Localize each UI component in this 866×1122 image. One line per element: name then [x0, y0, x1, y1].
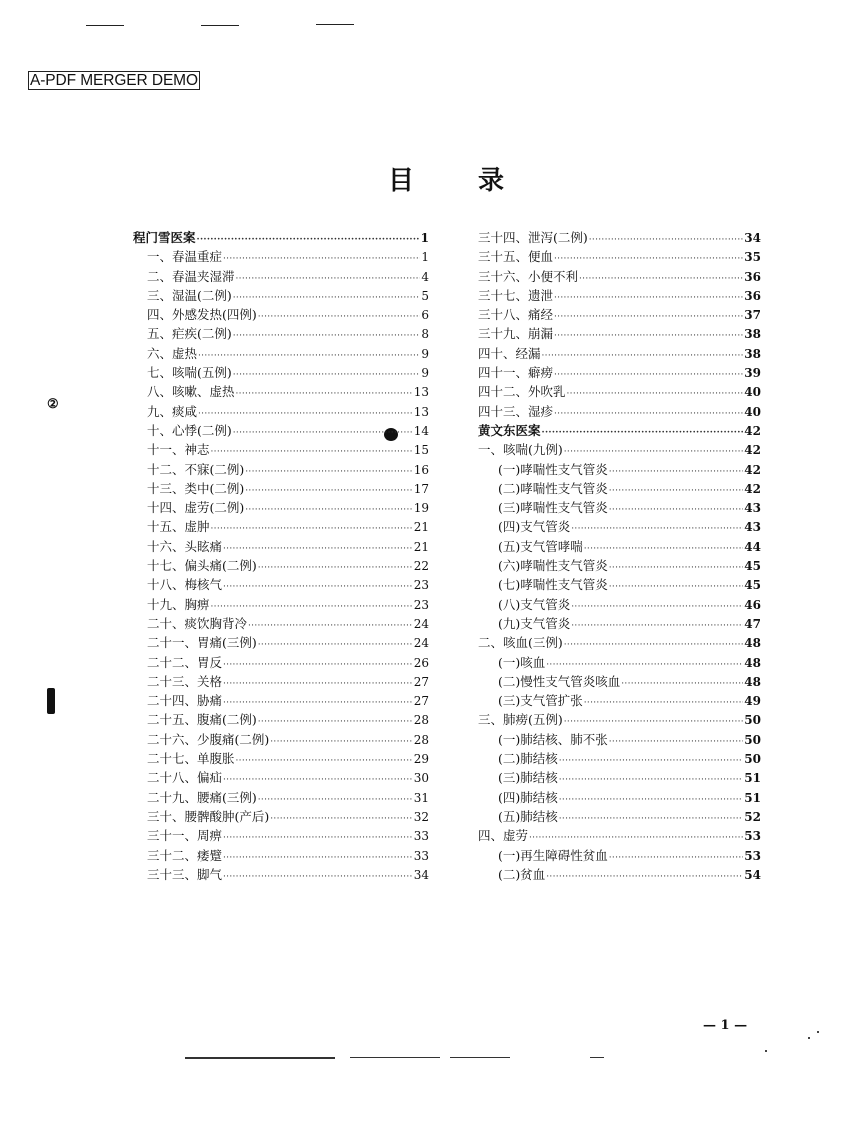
toc-entry-label: 二十一、胃痛(三例): [147, 635, 257, 651]
toc-entry-page: 21: [413, 520, 429, 535]
toc-entry-label: 三、湿温(二例): [147, 287, 232, 303]
toc-entry[interactable]: [478, 344, 761, 363]
toc-entry-label: 十三、类中(二例): [147, 480, 245, 496]
toc-entry[interactable]: [133, 247, 429, 266]
toc-entry[interactable]: [133, 479, 429, 498]
dot-leader: [554, 308, 743, 327]
scan-line-artifact: [590, 1057, 604, 1058]
toc-entry-label: (三)肺结核: [498, 770, 558, 786]
toc-entry-page: 23: [413, 578, 429, 593]
toc-entry[interactable]: [478, 460, 761, 479]
toc-entry-page: 32: [413, 809, 429, 824]
toc-entry[interactable]: [133, 595, 429, 614]
toc-entry-label: 十七、偏头痛(二例): [147, 558, 257, 574]
toc-entry-page: 24: [413, 636, 429, 651]
toc-entry-label: 四、外感发热(四例): [147, 307, 257, 323]
toc-entry[interactable]: [133, 788, 429, 807]
toc-entry-page: 48: [744, 636, 761, 651]
dot-leader: [609, 559, 744, 578]
toc-entry-label: (三)支气管扩张: [498, 693, 583, 709]
toc-entry-page: 36: [744, 269, 761, 284]
toc-entry-label: 四十、经漏: [478, 345, 541, 361]
scan-line-artifact: [316, 24, 354, 25]
toc-entry-page: 48: [744, 655, 761, 670]
toc-entry-label: (二)肺结核: [498, 751, 558, 767]
dot-leader: [571, 598, 743, 617]
toc-entry-page: 42: [744, 443, 761, 458]
margin-ink-mark: [47, 688, 55, 714]
dot-leader: [609, 578, 744, 597]
dot-leader: [564, 636, 744, 655]
toc-entry-label: 二十二、胃反: [147, 654, 223, 670]
toc-entry-page: 23: [413, 597, 429, 612]
toc-entry[interactable]: [133, 363, 429, 382]
toc-entry-label: (八)支气管炎: [498, 596, 571, 612]
dot-leader: [197, 231, 420, 250]
dot-leader: [571, 520, 743, 539]
toc-entry[interactable]: [478, 537, 761, 556]
toc-right-column: [478, 228, 761, 884]
toc-entry-page: 50: [744, 732, 761, 747]
toc-entry[interactable]: [133, 460, 429, 479]
toc-entry-page: 24: [413, 616, 429, 631]
toc-entry-label: 十一、神志: [147, 442, 210, 458]
toc-entry-label: (二)哮喘性支气管炎: [498, 480, 608, 496]
toc-entry-page: 16: [413, 462, 429, 477]
toc-entry-label: 三十八、痛经: [478, 307, 554, 323]
toc-entry[interactable]: [478, 846, 761, 865]
scan-line-artifact: [86, 25, 124, 26]
toc-entry[interactable]: [478, 749, 761, 768]
toc-entry-label: 六、虚热: [147, 345, 198, 361]
toc-entry-label: 七、咳喘(五例): [147, 365, 232, 381]
toc-entry-page: 44: [744, 539, 761, 554]
toc-entry-label: (三)哮喘性支气管炎: [498, 500, 608, 516]
toc-entry-page: 51: [744, 771, 761, 786]
toc-entry[interactable]: [133, 344, 429, 363]
toc-entry[interactable]: [133, 421, 429, 440]
dot-leader: [233, 366, 421, 385]
toc-entry-page: 9: [421, 346, 429, 361]
toc-entry[interactable]: [133, 286, 429, 305]
toc-entry[interactable]: [133, 305, 429, 324]
dot-leader: [609, 463, 744, 482]
dot-leader: [245, 463, 412, 482]
toc-entry[interactable]: [133, 267, 429, 286]
toc-entry-page: 39: [744, 366, 761, 381]
toc-entry[interactable]: [478, 517, 761, 536]
toc-entry[interactable]: [133, 749, 429, 768]
toc-entry-label: 四十一、癖痨: [478, 365, 554, 381]
dot-leader: [236, 752, 413, 771]
toc-entry-page: 27: [413, 694, 429, 709]
toc-entry-label: 三十、腰髀酸肿(产后): [147, 808, 270, 824]
toc-entry-page: 40: [744, 404, 761, 419]
dot-leader: [223, 675, 413, 694]
toc-entry-label: 二十、痰饮胸背冷: [147, 615, 248, 631]
toc-entry-page: 34: [413, 867, 429, 882]
toc-entry[interactable]: [478, 498, 761, 517]
toc-entry[interactable]: [478, 633, 761, 652]
toc-entry-page: 53: [744, 829, 761, 844]
toc-entry-label: 十、心悸(二例): [147, 422, 232, 438]
toc-entry-label: 二十九、腰痛(三例): [147, 789, 257, 805]
toc-entry-label: 四十三、湿疹: [478, 403, 554, 419]
dot-leader: [223, 578, 413, 597]
toc-entry[interactable]: [133, 402, 429, 421]
toc-entry-label: 二十五、腹痛(二例): [147, 712, 257, 728]
scan-line-artifact: [201, 25, 239, 26]
dot-leader: [258, 636, 413, 655]
toc-entry-label: 四十二、外吹乳: [478, 384, 566, 400]
toc-entry[interactable]: [478, 788, 761, 807]
toc-entry[interactable]: [478, 305, 761, 324]
toc-entry-label: 二、咳血(三例): [478, 635, 563, 651]
toc-entry[interactable]: [133, 517, 429, 536]
dot-leader: [223, 656, 413, 675]
toc-entry[interactable]: [133, 826, 429, 845]
toc-entry-page: 33: [413, 829, 429, 844]
toc-entry-label: 三十一、周痹: [147, 828, 223, 844]
toc-entry-label: 三十三、脚气: [147, 866, 223, 882]
toc-entry-label: (二)贫血: [498, 866, 546, 882]
toc-entry-label: 十二、不寐(二例): [147, 461, 245, 477]
dot-leader: [223, 849, 413, 868]
toc-entry-page: 1: [421, 250, 429, 265]
toc-entry[interactable]: [478, 479, 761, 498]
toc-entry-page: 8: [421, 327, 429, 342]
toc-entry-label: 三十九、崩漏: [478, 326, 554, 342]
toc-entry-label: (一)肺结核、肺不张: [498, 731, 608, 747]
toc-entry-page: 43: [744, 520, 761, 535]
toc-entry-page: 47: [744, 616, 761, 631]
title-char-1: 目: [388, 166, 415, 196]
toc-entry-page: 1: [420, 231, 429, 245]
toc-entry-page: 52: [744, 809, 761, 824]
toc-entry-label: 二十七、单腹胀: [147, 751, 235, 767]
toc-entry[interactable]: [133, 653, 429, 672]
toc-entry-label: 三、肺痨(五例): [478, 712, 563, 728]
page-number: — 1 —: [703, 1018, 748, 1033]
toc-entry-label: (四)支气管炎: [498, 519, 571, 535]
toc-entry[interactable]: [133, 324, 429, 343]
toc-entry[interactable]: [133, 537, 429, 556]
toc-entry-label: 三十七、遗泄: [478, 287, 554, 303]
toc-entry-label: 程门雪医案: [133, 230, 196, 245]
scan-line-artifact: [350, 1057, 440, 1058]
toc-entry[interactable]: [478, 826, 761, 845]
toc-entry-label: 九、痰咸: [147, 403, 198, 419]
dot-leader: [223, 829, 413, 848]
toc-entry-page: 37: [744, 308, 761, 323]
dot-leader: [546, 868, 743, 887]
toc-entry-page: 45: [744, 578, 761, 593]
toc-entry-label: 八、咳嗽、虚热: [147, 384, 235, 400]
toc-entry[interactable]: [478, 363, 761, 382]
toc-entry-page: 17: [413, 481, 429, 496]
dot-leader: [567, 385, 744, 404]
dot-leader: [554, 366, 743, 385]
watermark-label: A-PDF MERGER DEMO: [30, 72, 198, 89]
toc-entry[interactable]: [478, 575, 761, 594]
scan-speck: [808, 1037, 810, 1039]
dot-leader: [542, 347, 744, 366]
toc-entry[interactable]: [133, 556, 429, 575]
toc-entry-page: 42: [744, 423, 761, 438]
dot-leader: [258, 308, 421, 327]
toc-entry[interactable]: [478, 807, 761, 826]
dot-leader: [554, 250, 743, 269]
toc-entry-label: 十八、梅核气: [147, 577, 223, 593]
toc-entry-label: 二十八、偏疝: [147, 770, 223, 786]
toc-entry-page: 35: [744, 250, 761, 265]
toc-entry-page: 28: [413, 732, 429, 747]
toc-entry-label: (六)哮喘性支气管炎: [498, 558, 608, 574]
toc-section-heading[interactable]: [478, 421, 761, 440]
dot-leader: [223, 250, 420, 269]
toc-entry[interactable]: [133, 575, 429, 594]
dot-leader: [233, 424, 413, 443]
toc-entry-label: (五)支气管哮喘: [498, 538, 583, 554]
toc-entry-page: 33: [413, 848, 429, 863]
toc-entry-page: 4: [421, 269, 429, 284]
toc-entry-label: 五、疟疾(二例): [147, 326, 232, 342]
toc-entry-page: 26: [413, 655, 429, 670]
toc-entry-page: 36: [744, 288, 761, 303]
dot-leader: [258, 713, 413, 732]
toc-entry-page: 50: [744, 713, 761, 728]
dot-leader: [609, 501, 744, 520]
toc-entry-page: 21: [413, 539, 429, 554]
scan-speck: [765, 1050, 767, 1052]
toc-entry[interactable]: [478, 653, 761, 672]
scan-line-artifact: [450, 1057, 510, 1058]
toc-entry-page: 48: [744, 674, 761, 689]
toc-entry[interactable]: [133, 614, 429, 633]
toc-entry-label: 三十二、痿躄: [147, 847, 223, 863]
toc-entry[interactable]: [478, 614, 761, 633]
dot-leader: [609, 482, 744, 501]
toc-entry-page: 38: [744, 327, 761, 342]
toc-entry-label: 十九、胸痹: [147, 596, 210, 612]
toc-entry-page: 22: [413, 559, 429, 574]
toc-entry-page: 29: [413, 752, 429, 767]
toc-entry-page: 15: [413, 443, 429, 458]
margin-circle-mark: ②: [47, 397, 59, 412]
toc-entry-label: 二、春温夹湿滞: [147, 268, 235, 284]
toc-entry-label: 二十三、关格: [147, 673, 223, 689]
dot-leader: [233, 289, 421, 308]
toc-entry[interactable]: [478, 865, 761, 884]
toc-entry-page: 38: [744, 346, 761, 361]
toc-entry-label: (一)咳血: [498, 654, 546, 670]
toc-entry-label: 二十四、胁痛: [147, 693, 223, 709]
toc-entry-page: 46: [744, 597, 761, 612]
dot-leader: [559, 752, 744, 771]
toc-entry-label: (一)再生障碍性贫血: [498, 847, 608, 863]
toc-entry[interactable]: [478, 595, 761, 614]
toc-entry[interactable]: [478, 402, 761, 421]
toc-entry-page: 51: [744, 790, 761, 805]
toc-entry-label: 一、春温重症: [147, 249, 223, 265]
dot-leader: [559, 810, 744, 829]
dot-leader: [589, 231, 744, 250]
toc-entry[interactable]: [478, 730, 761, 749]
scan-speck: [817, 1031, 819, 1033]
dot-leader: [584, 694, 744, 713]
toc-entry-label: 十五、虚肿: [147, 519, 210, 535]
dot-leader: [554, 405, 743, 424]
toc-entry-page: 54: [744, 867, 761, 882]
toc-entry-page: 9: [421, 366, 429, 381]
toc-entry-label: 十四、虚劳(二例): [147, 500, 245, 516]
toc-entry[interactable]: [478, 286, 761, 305]
toc-entry[interactable]: [133, 691, 429, 710]
dot-leader: [571, 617, 743, 636]
toc-entry-page: 43: [744, 501, 761, 516]
toc-entry[interactable]: [133, 768, 429, 787]
toc-entry[interactable]: [133, 498, 429, 517]
toc-entry-label: (五)肺结核: [498, 808, 558, 824]
toc-entry[interactable]: [478, 691, 761, 710]
toc-entry-label: 四、虚劳: [478, 828, 529, 844]
toc-entry-label: 十六、头眩痛: [147, 538, 223, 554]
dot-leader: [236, 270, 421, 289]
dot-leader: [609, 733, 744, 752]
dot-leader: [233, 327, 421, 346]
toc-entry-label: 三十四、泄泻(二例): [478, 230, 588, 245]
toc-entry-page: 53: [744, 848, 761, 863]
title-char-2: 录: [478, 166, 505, 196]
toc-entry-label: 黄文东医案: [478, 422, 541, 438]
toc-entry[interactable]: [133, 730, 429, 749]
toc-entry-page: 40: [744, 385, 761, 400]
toc-entry[interactable]: [133, 846, 429, 865]
dot-leader: [542, 424, 744, 443]
toc-entry[interactable]: [478, 768, 761, 787]
dot-leader: [245, 501, 412, 520]
toc-entry[interactable]: [133, 807, 429, 826]
toc-entry[interactable]: [478, 710, 761, 729]
toc-entry-page: 42: [744, 462, 761, 477]
toc-entry[interactable]: [478, 440, 761, 459]
toc-entry[interactable]: [478, 228, 761, 247]
toc-entry-page: 14: [413, 423, 429, 438]
toc-entry-page: 5: [421, 288, 429, 303]
toc-entry[interactable]: [478, 267, 761, 286]
dot-leader: [609, 849, 744, 868]
dot-leader: [270, 810, 412, 829]
toc-entry-label: (一)哮喘性支气管炎: [498, 461, 608, 477]
dot-leader: [559, 771, 744, 790]
dot-leader: [270, 733, 412, 752]
toc-entry[interactable]: [133, 710, 429, 729]
toc-entry-label: (二)慢性支气管炎咳血: [498, 673, 621, 689]
dot-leader: [559, 791, 744, 810]
toc-entry[interactable]: [478, 382, 761, 401]
dot-leader: [554, 289, 743, 308]
toc-entry-page: 13: [413, 404, 429, 419]
toc-entry-page: 50: [744, 752, 761, 767]
toc-entry-label: (九)支气管炎: [498, 615, 571, 631]
dot-leader: [554, 327, 743, 346]
toc-entry-page: 19: [413, 501, 429, 516]
toc-entry[interactable]: [133, 633, 429, 652]
toc-entry-page: 13: [413, 385, 429, 400]
toc-entry-page: 31: [413, 790, 429, 805]
dot-leader: [258, 559, 413, 578]
toc-entry[interactable]: [133, 382, 429, 401]
toc-entry-page: 30: [413, 771, 429, 786]
dot-leader: [579, 270, 743, 289]
toc-section-heading[interactable]: [133, 228, 429, 247]
dot-leader: [236, 385, 413, 404]
toc-entry-page: 27: [413, 674, 429, 689]
toc-entry[interactable]: [478, 247, 761, 266]
dot-leader: [621, 675, 743, 694]
toc-entry[interactable]: [478, 324, 761, 343]
toc-entry[interactable]: [133, 672, 429, 691]
scan-line-artifact: [185, 1057, 335, 1059]
toc-entry-page: 6: [421, 308, 429, 323]
toc-entry-page: 28: [413, 713, 429, 728]
toc-entry[interactable]: [133, 440, 429, 459]
dot-leader: [211, 520, 413, 539]
toc-entry-page: 45: [744, 559, 761, 574]
toc-entry[interactable]: [478, 672, 761, 691]
toc-entry-page: 34: [744, 231, 761, 245]
dot-leader: [248, 617, 413, 636]
toc-entry[interactable]: [133, 865, 429, 884]
dot-leader: [223, 868, 413, 887]
toc-entry-label: 一、咳喘(九例): [478, 442, 563, 458]
toc-entry-page: 42: [744, 481, 761, 496]
toc-entry-label: (四)肺结核: [498, 789, 558, 805]
toc-entry-label: 三十六、小便不利: [478, 268, 579, 284]
toc-entry-label: 二十六、少腹痛(二例): [147, 731, 270, 747]
toc-entry-label: 三十五、便血: [478, 249, 554, 265]
dot-leader: [258, 791, 413, 810]
toc-entry-page: 49: [744, 694, 761, 709]
dot-leader: [245, 482, 412, 501]
toc-entry-label: (七)哮喘性支气管炎: [498, 577, 608, 593]
toc-left-column: [133, 228, 429, 884]
toc-entry[interactable]: [478, 556, 761, 575]
page-title: [388, 160, 504, 197]
